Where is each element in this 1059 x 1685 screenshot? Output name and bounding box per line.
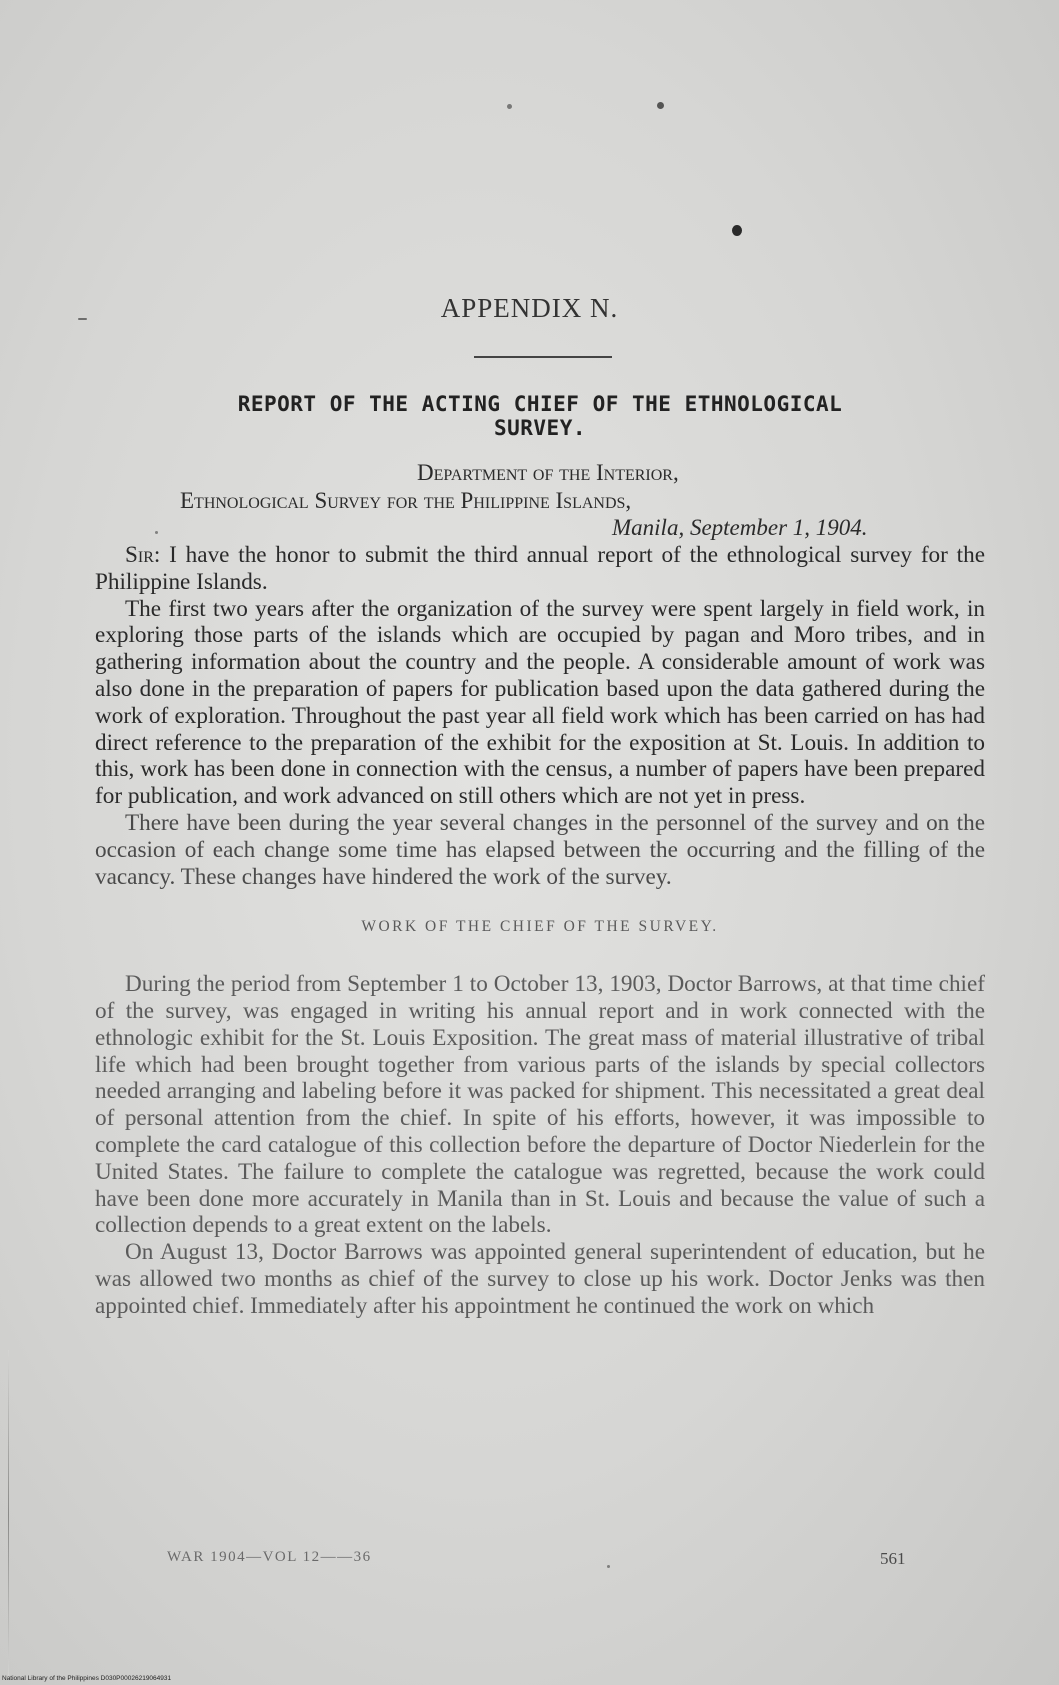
paragraph — [95, 542, 985, 596]
paragraph: There have been during the year several changes in the personnel of the survey and on the occasion of each change some time has elapsed between the occurring and the filling of the vacancy. These changes have hindered the work of the survey. — [95, 809, 985, 890]
paragraph: During the period from September 1 to October 13, 1903, Doctor Barrows, at that time chief of the survey, was engaged in writing his annual report and in work connected with the ethnologic exhibit for the St. Louis Exposition. The great mass of material illustrative of tribal life which had been brought together from various parts of the islands by special collectors needed arranging and labeling before it was packed for shipment. This necessitated a great deal of personal attention from the chief. In spite of his efforts, however, it was impossible to complete the card catalogue of this collection before the departure of Doctor Niederlein for the United States. The failure to complete the catalogue was regretted, because the work could have been done more accurately in Manila than in St. Louis and because the value of such a collection depends to a great extent on the labels. — [95, 971, 985, 1239]
library-credit: National Library of the Philippines D030P00026219064931 — [2, 1675, 172, 1682]
appendix-title: APPENDIX N. — [440, 293, 619, 323]
report-heading — [110, 392, 970, 440]
footer-signature: WAR 1904—VOL 12——36 — [167, 1549, 372, 1565]
address-department: Department of the Interior, — [417, 460, 679, 485]
ink-speck — [732, 225, 742, 236]
address-survey: Ethnological Survey for the Philippine Islands, — [180, 488, 632, 513]
paragraph-text: I have the honor to submit the third annual report of the ethnological survey for the Philippine Islands. — [95, 542, 985, 595]
ink-speck — [507, 104, 512, 109]
section-heading: WORK OF THE CHIEF OF THE SURVEY. — [361, 918, 719, 936]
salutation: Sir: — [125, 542, 161, 568]
ink-speck — [607, 1565, 610, 1568]
paragraph: The first two years after the organization of the survey were spent largely in field work, in exploring those parts of the islands which are occupied by pagan and Moro tribes, and in gathering information about the country and the people. A considerable amount of work was also done in the preparation of papers for publication based upon the data gathered during the work of exploration. Throughout the past year all field work which has been carried on has had direct reference to the preparation of the exhibit for the exposition at St. Louis. In addition to this, work has been done in connection with the census, a number of papers have been prepared for publication, and work advanced on still others which are not yet in press. — [95, 595, 985, 810]
report-heading-line: SURVEY. — [493, 416, 586, 440]
page-number: 561 — [880, 1549, 906, 1568]
scan-edge — [8, 1350, 9, 1680]
ink-speck — [155, 531, 158, 534]
report-heading-line: REPORT OF THE ACTING CHIEF OF THE ETHNOLOGICAL — [237, 392, 843, 416]
paragraph: On August 13, Doctor Barrows was appointed general superintendent of education, but he was allowed two months as chief of the survey to close up his work. Doctor Jenks was then appointed chief. Immediately after his appointment he continued the work on which — [95, 1239, 985, 1319]
address-place-date: Manila, September 1, 1904. — [612, 515, 868, 540]
title-divider — [474, 356, 612, 358]
ink-speck — [657, 102, 664, 109]
report-body — [95, 542, 985, 1320]
